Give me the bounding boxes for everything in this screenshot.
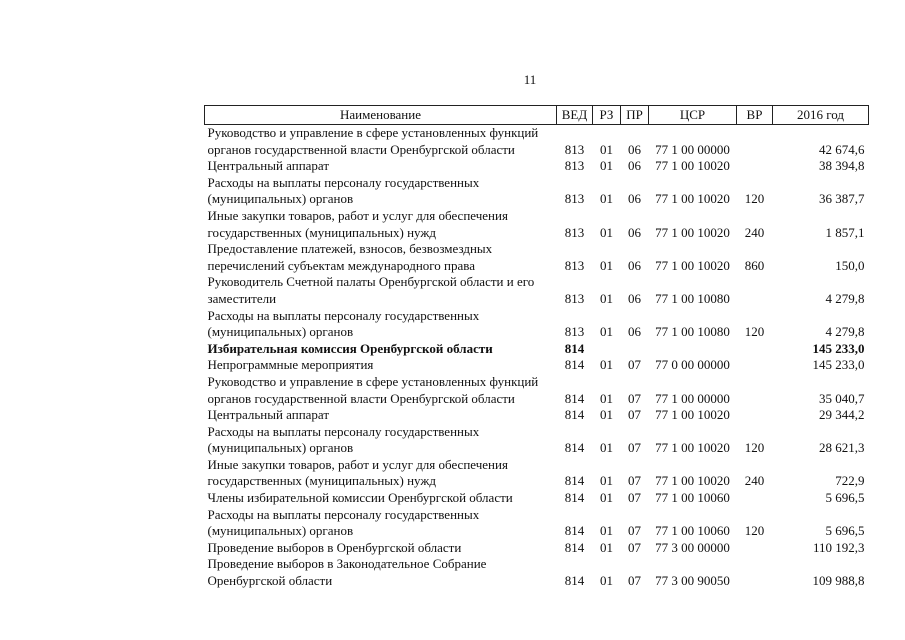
cell-csr: 77 1 00 10020 [655,440,730,456]
header-row [205,106,869,125]
cell-amount: 145 233,0 [812,357,865,373]
cell-pr: 07 [628,490,641,506]
cell-vr: 120 [744,440,765,456]
cell-pr: 07 [628,573,641,589]
cell-csr [649,341,737,358]
cell-amount: 109 988,8 [812,573,865,589]
cell-pr: 06 [628,141,641,157]
cell-amount: 28 621,3 [819,440,865,456]
cell-name: Расходы на выплаты персоналу государственных (муниципальных) органов [207,307,480,340]
cell-vr [737,407,773,424]
table-row [205,540,869,557]
cell-amount: 4 279,8 [825,290,865,306]
cell-vr [737,357,773,374]
table-row [205,274,869,307]
cell-vr: 240 [744,473,765,489]
cell-rz: 01 [600,440,613,456]
table-row [205,308,869,341]
cell-vr [737,274,773,307]
cell-csr: 77 1 00 10080 [655,290,730,306]
cell-vr: 120 [744,191,765,207]
cell-csr: 77 3 00 00000 [655,539,730,555]
cell-pr: 06 [628,257,641,273]
cell-ved: 814 [564,539,585,555]
cell-csr: 77 1 00 00000 [655,141,730,157]
cell-csr: 77 1 00 10060 [655,523,730,539]
cell-amount: 145 233,0 [812,340,865,356]
cell-vr [737,341,773,358]
cell-rz: 01 [600,257,613,273]
cell-pr: 06 [628,224,641,240]
cell-amount: 1 857,1 [825,224,865,240]
cell-pr: 06 [628,290,641,306]
cell-ved: 814 [564,357,585,373]
cell-ved: 813 [564,141,585,157]
header-vr: ВР [737,106,773,125]
cell-vr: 120 [744,324,765,340]
cell-csr: 77 1 00 00000 [655,390,730,406]
cell-ved: 814 [564,390,585,406]
cell-name: Иные закупки товаров, работ и услуг для обеспечения государственных (муниципальных) нужд [207,456,508,489]
page-number: 11 [523,72,537,87]
cell-name: Предоставление платежей, взносов, безвозмездных перечислений субъектам международного права [207,241,493,273]
cell-name: Члены избирательной комиссии Оренбургской области [207,490,513,506]
budget-table [204,105,869,590]
cell-name: Расходы на выплаты персоналу государственных (муниципальных) органов [207,174,480,207]
cell-rz: 01 [600,523,613,539]
cell-ved: 814 [564,523,585,539]
cell-amount: 150,0 [835,257,865,273]
cell-pr: 06 [628,324,641,340]
table-row [205,407,869,424]
table-row [205,457,869,490]
cell-ved: 814 [564,473,585,489]
table-row [205,490,869,507]
cell-pr: 07 [628,473,641,489]
table-row [205,357,869,374]
cell-vr [737,158,773,175]
cell-rz: 01 [600,573,613,589]
cell-rz: 01 [600,290,613,306]
header-csr: ЦСР [649,106,737,125]
table-header [205,106,869,125]
table-row [205,208,869,241]
header-rz: РЗ [593,106,621,125]
cell-amount: 36 387,7 [819,191,865,207]
cell-name: Избирательная комиссия Оренбургской области [207,340,493,356]
cell-ved: 813 [564,290,585,306]
cell-amount: 5 696,5 [825,490,865,506]
cell-vr: 120 [744,523,765,539]
cell-vr [737,540,773,557]
cell-amount: 722,9 [835,473,865,489]
cell-vr [737,374,773,407]
cell-name: Руководство и управление в сфере установленных функций органов государственной власти Оренбургской области [207,125,539,157]
cell-ved: 813 [564,158,585,174]
cell-amount: 35 040,7 [819,390,865,406]
header-ved: ВЕД [557,106,593,125]
cell-csr: 77 1 00 10020 [655,224,730,240]
cell-ved: 814 [564,490,585,506]
header-year: 2016 год [773,106,869,125]
table-row [205,424,869,457]
cell-amount: 29 344,2 [819,407,865,423]
cell-rz: 01 [600,324,613,340]
cell-amount: 110 192,3 [812,539,865,555]
table-row [205,241,869,274]
cell-csr: 77 3 00 90050 [655,573,730,589]
table-row [205,341,869,358]
cell-pr: 07 [628,440,641,456]
cell-csr: 77 1 00 10020 [655,257,730,273]
cell-vr [737,556,773,589]
cell-ved: 814 [564,440,585,456]
cell-ved: 814 [564,407,585,423]
header-pr: ПР [621,106,649,125]
cell-rz: 01 [600,539,613,555]
cell-rz [593,341,621,358]
cell-vr [737,125,773,159]
cell-csr: 77 1 00 10080 [655,324,730,340]
table-row [205,175,869,208]
cell-pr: 07 [628,523,641,539]
cell-name: Непрограммные мероприятия [207,357,374,373]
cell-rz: 01 [600,141,613,157]
cell-pr: 06 [628,191,641,207]
cell-rz: 01 [600,158,613,174]
cell-name: Расходы на выплаты персоналу государственных (муниципальных) органов [207,423,480,456]
cell-csr: 77 1 00 10020 [655,473,730,489]
cell-vr [737,490,773,507]
cell-name: Иные закупки товаров, работ и услуг для обеспечения государственных (муниципальных) нужд [207,207,508,240]
cell-name: Проведение выборов в Законодательное Собрание Оренбургской области [207,556,487,589]
table-body [205,125,869,590]
cell-pr: 07 [628,390,641,406]
cell-csr: 77 1 00 10020 [655,191,730,207]
cell-csr: 77 1 00 10060 [655,490,730,506]
table-row [205,507,869,540]
cell-vr: 240 [744,224,765,240]
cell-csr: 77 1 00 10020 [655,158,730,174]
cell-rz: 01 [600,191,613,207]
cell-name: Центральный аппарат [207,407,330,423]
cell-name: Руководство и управление в сфере установленных функций органов государственной власти Оренбургской области [207,373,539,406]
cell-vr: 860 [744,257,765,273]
cell-ved: 813 [564,191,585,207]
cell-rz: 01 [600,224,613,240]
cell-csr: 77 0 00 00000 [655,357,730,373]
cell-rz: 01 [600,473,613,489]
cell-name: Центральный аппарат [207,158,330,174]
cell-rz: 01 [600,390,613,406]
cell-pr: 07 [628,407,641,423]
table-row [205,158,869,175]
header-name: Наименование [205,106,557,125]
cell-ved: 813 [564,324,585,340]
cell-name: Расходы на выплаты персоналу государственных (муниципальных) органов [207,506,480,539]
cell-rz: 01 [600,357,613,373]
cell-rz: 01 [600,407,613,423]
cell-pr: 07 [628,539,641,555]
cell-pr: 06 [628,158,641,174]
cell-name: Проведение выборов в Оренбургской области [207,539,462,555]
cell-ved: 814 [564,340,585,356]
cell-amount: 42 674,6 [819,141,865,157]
cell-rz: 01 [600,490,613,506]
table-row [205,374,869,407]
cell-pr [621,341,649,358]
cell-amount: 4 279,8 [825,324,865,340]
cell-amount: 5 696,5 [825,523,865,539]
cell-ved: 814 [564,573,585,589]
cell-csr: 77 1 00 10020 [655,407,730,423]
cell-ved: 813 [564,257,585,273]
cell-ved: 813 [564,224,585,240]
cell-pr: 07 [628,357,641,373]
table-row [205,125,869,159]
cell-amount: 38 394,8 [819,158,865,174]
cell-name: Руководитель Счетной палаты Оренбургской области и его заместители [207,274,535,306]
table-row [205,556,869,589]
